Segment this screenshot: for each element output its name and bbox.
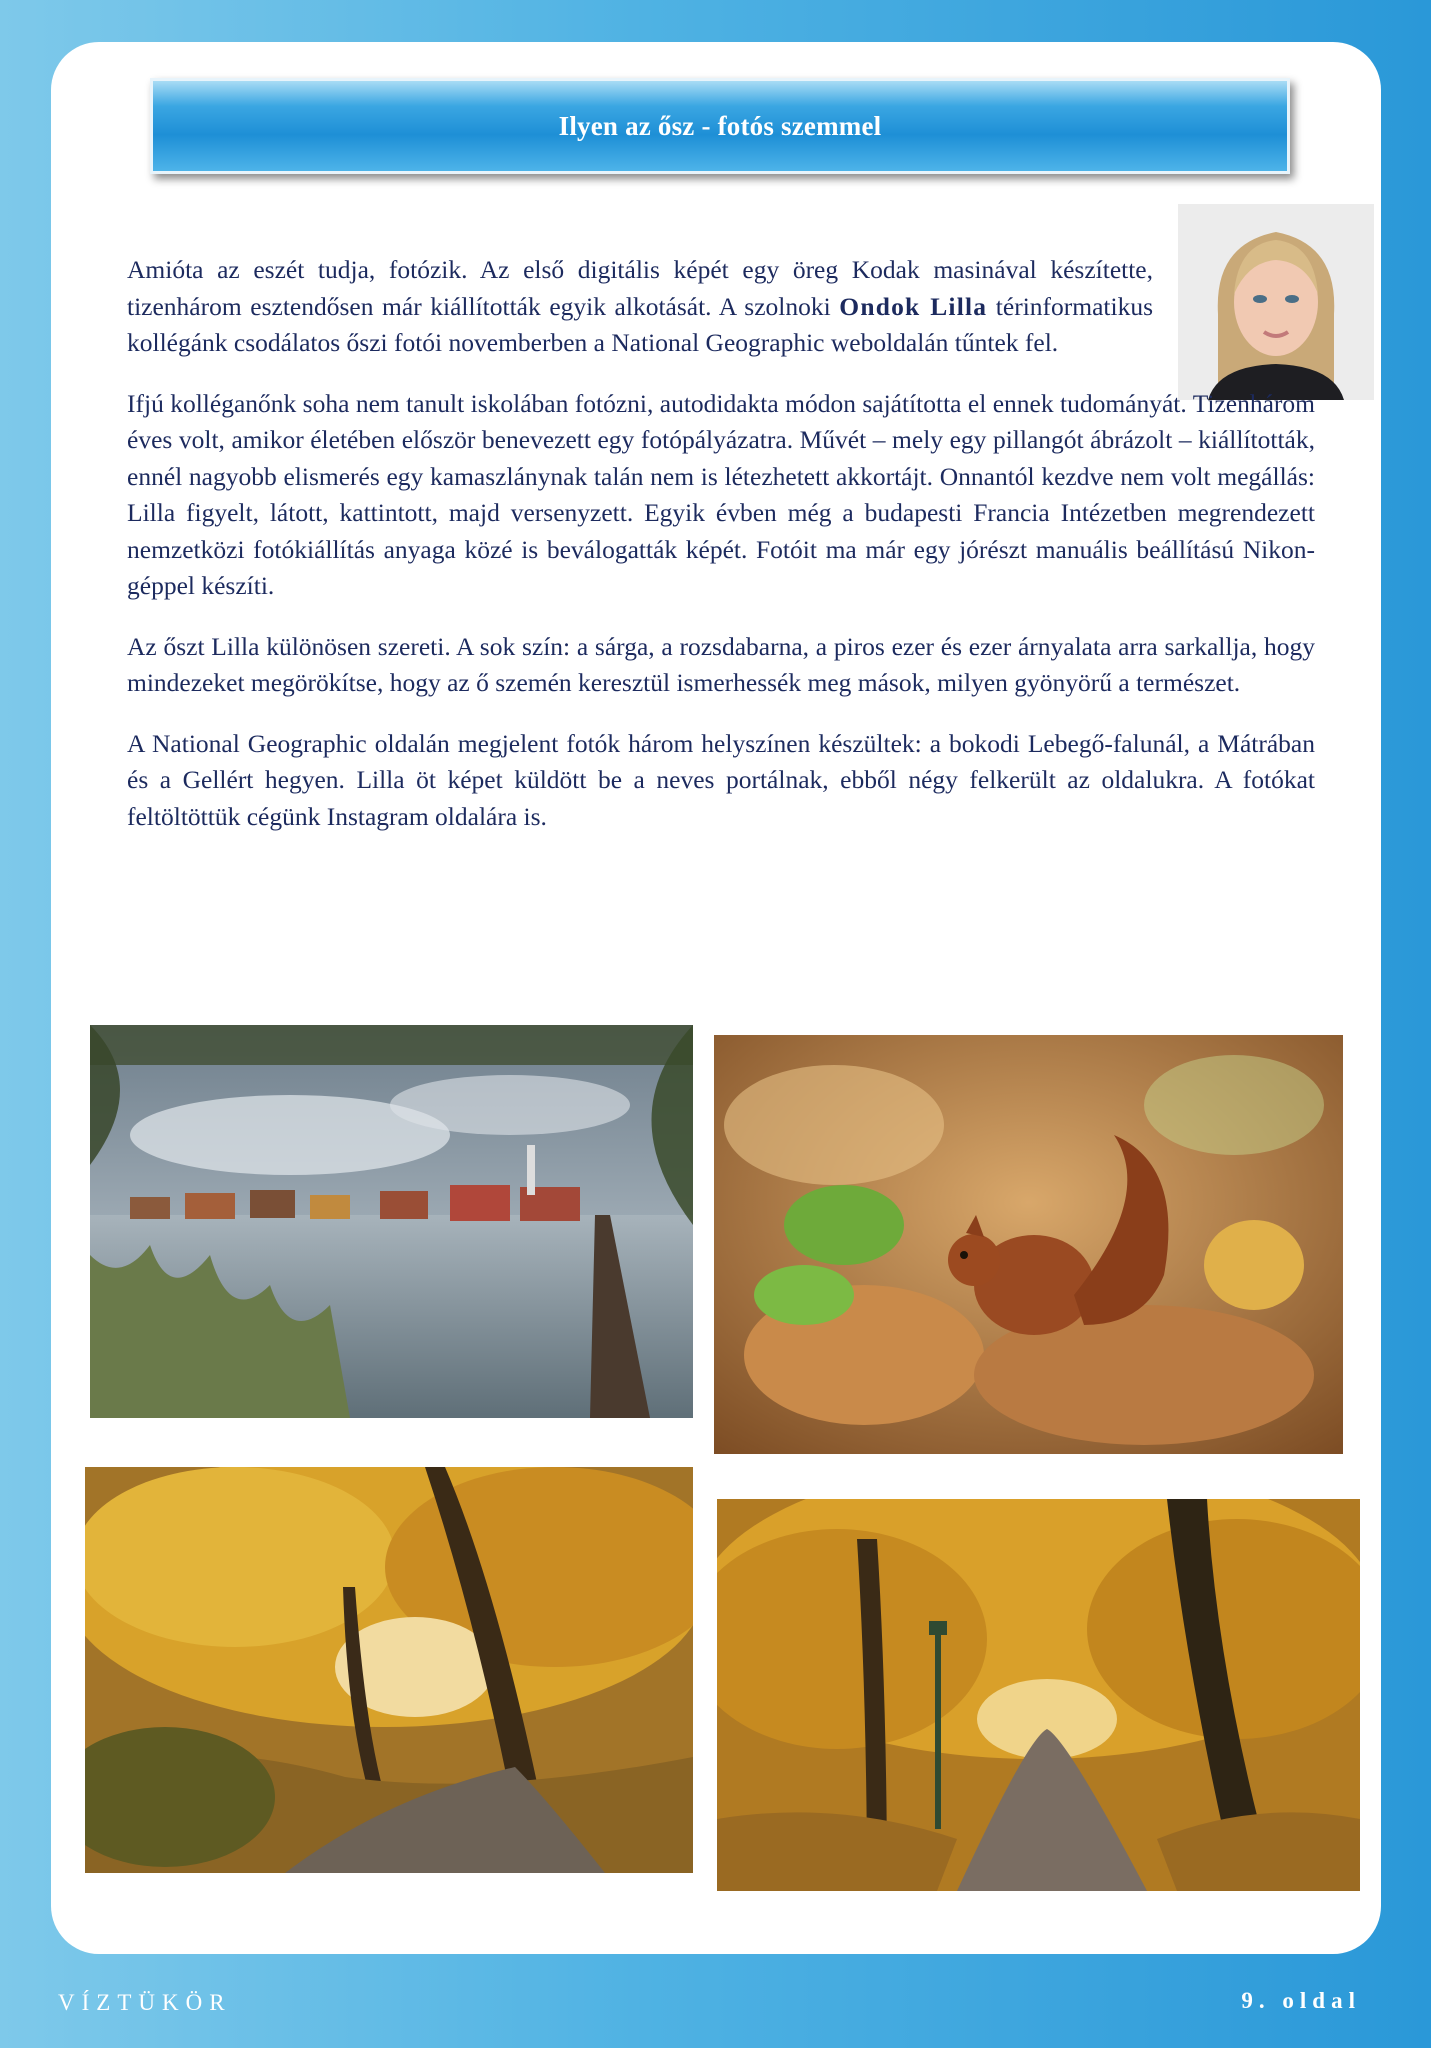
article-paragraph-4: A National Geographic oldalán megjelent fotók három helyszínen készültek: a bokodi Lebegő-falunál, a Mátrában és a Gellért hegyen. Lilla öt képet küldött be a neves portálnak, ebből négy felkerült az oldalukra. A fotókat feltöltöttük cégünk Instagram oldalára is.	[127, 728, 1315, 831]
photo-autumn-path	[85, 1467, 693, 1873]
title-banner	[150, 78, 1290, 174]
article-body	[127, 252, 1315, 859]
intro-text-cont: térinformatikus kollégánk csodálatos őszi fotói novemberben a National Geographic weboldalán tűntek fel.	[127, 291, 1154, 357]
intro-text: Amióta az eszét tudja, fotózik. Az első digitális képét egy öreg Kodak masinával készítette, tizenhárom esztendősen már kiállították egyik alkotását. A szolnoki	[127, 255, 1153, 321]
page-title: Ilyen az ősz - fotós szemmel	[558, 110, 882, 141]
photo-squirrel	[714, 1035, 1343, 1454]
article-paragraph-3: Az őszt Lilla különösen szereti. A sok szín: a sárga, a rozsdabarna, a piros ezer és ezer árnyalata arra sarkallja, hogy mindezeket megörökítse, hogy az ő szemén keresztül ismerhessék meg mások, milyen gyönyörű a természet.	[127, 631, 1315, 697]
article-paragraph-2: Ifjú kolléganőnk soha nem tanult iskolában fotózni, autodidakta módon sajátította el ennek tudományát. Tizenhárom éves volt, amikor életében először benevezett egy fotópályázatra. Művét – mely egy pillangót ábrázolt – kiállították, ennél nagyobb elismerés egy kamaszlánynak talán nem is létezhetett akkortájt. Onnantól kezdve nem volt megállás: Lilla figyelt, látott, kattintott, majd versenyzett. Egyik évben még a budapesti Francia Intézetben megrendezett nemzetközi fotókiállítás anyaga közé is beválogatták képét. Fotóit ma már egy jórészt manuális beállítású Nikon-géppel készíti.	[127, 388, 1315, 600]
article-paragraph-1	[127, 252, 1153, 362]
photo-autumn-alley	[717, 1499, 1360, 1891]
author-name: Ondok Lilla	[839, 291, 988, 321]
page-number: 9. oldal	[1241, 1988, 1361, 2013]
magazine-name: VÍZTÜKÖR	[58, 1990, 232, 2015]
photo-lake-village	[90, 1025, 693, 1418]
